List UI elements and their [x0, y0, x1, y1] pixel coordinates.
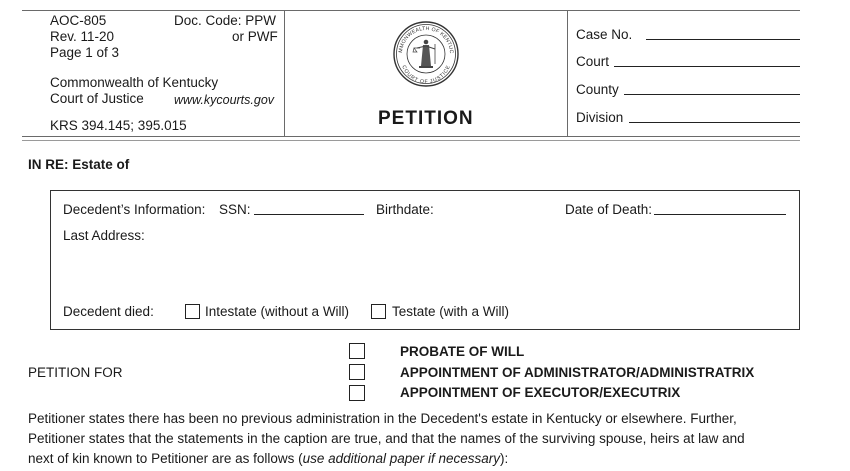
- statement-line-2: Petitioner states that the statements in the caption are true, and that the names of the surviving spouse, heirs at law and: [28, 431, 745, 446]
- statute: KRS 394.145; 395.015: [50, 118, 187, 133]
- court-field[interactable]: [614, 54, 800, 67]
- probate-of-will-checkbox[interactable]: [349, 343, 365, 359]
- executor-label: APPOINTMENT OF EXECUTOR/EXECUTRIX: [400, 385, 681, 400]
- header-bottom-rule: [22, 136, 800, 137]
- header-divider-right: [567, 10, 568, 136]
- in-re-label: IN RE: Estate of: [28, 157, 130, 172]
- decedent-info-label: Decedent’s Information:: [63, 202, 206, 217]
- seal-bottom-text: COURT OF JUSTICE: [400, 64, 452, 86]
- ssn-label: SSN:: [219, 202, 251, 217]
- org-line2: Court of Justice: [50, 91, 144, 106]
- header-top-rule: [22, 10, 800, 11]
- statement-italic-note: use additional paper if necessary: [302, 451, 501, 466]
- doc-code-line1: Doc. Code: PPW: [174, 13, 277, 28]
- division-label: Division: [576, 110, 624, 125]
- website: www.kycourts.gov: [174, 93, 275, 107]
- page-number: Page 1 of 3: [50, 45, 120, 60]
- testate-checkbox[interactable]: [371, 304, 386, 319]
- case-no-field[interactable]: [646, 27, 800, 40]
- intestate-label: Intestate (without a Will): [205, 304, 350, 319]
- testate-label: Testate (with a Will): [392, 304, 510, 319]
- county-label: County: [576, 82, 619, 97]
- administrator-label: APPOINTMENT OF ADMINISTRATOR/ADMINISTRATRIX: [400, 365, 755, 380]
- petition-statement: [28, 409, 745, 469]
- date-of-death-field[interactable]: [654, 202, 786, 215]
- seal-top-text: MMONWEALTH OF KENTUC: [397, 25, 455, 54]
- header-bottom-rule-2: [22, 140, 800, 141]
- administrator-checkbox[interactable]: [349, 364, 365, 380]
- decedent-died-label: Decedent died:: [63, 304, 154, 319]
- page-title: PETITION: [378, 108, 474, 129]
- doc-code-line2: or PWF: [232, 29, 278, 44]
- ssn-field[interactable]: [254, 202, 364, 215]
- statement-line-1: Petitioner states there has been no previous administration in the Decedent's estate in Kentucky or elsewhere. Further,: [28, 411, 737, 426]
- case-no-label: Case No.: [576, 27, 633, 42]
- last-address-label: Last Address:: [63, 228, 145, 243]
- form-id: AOC-805: [50, 13, 107, 28]
- birthdate-label: Birthdate:: [376, 202, 434, 217]
- statement-line-3: next of kin known to Petitioner are as follows (use additional paper if necessary):: [28, 451, 509, 466]
- kentucky-seal-icon: [392, 20, 460, 88]
- date-of-death-label: Date of Death:: [565, 202, 653, 217]
- county-field[interactable]: [624, 82, 800, 95]
- probate-of-will-label: PROBATE OF WILL: [400, 344, 525, 359]
- header-divider-left: [284, 10, 285, 136]
- intestate-checkbox[interactable]: [185, 304, 200, 319]
- division-field[interactable]: [629, 110, 800, 123]
- form-revision: Rev. 11-20: [50, 29, 115, 44]
- petition-for-label: PETITION FOR: [28, 365, 123, 380]
- executor-checkbox[interactable]: [349, 385, 365, 401]
- org-line1: Commonwealth of Kentucky: [50, 75, 219, 90]
- court-label: Court: [576, 54, 610, 69]
